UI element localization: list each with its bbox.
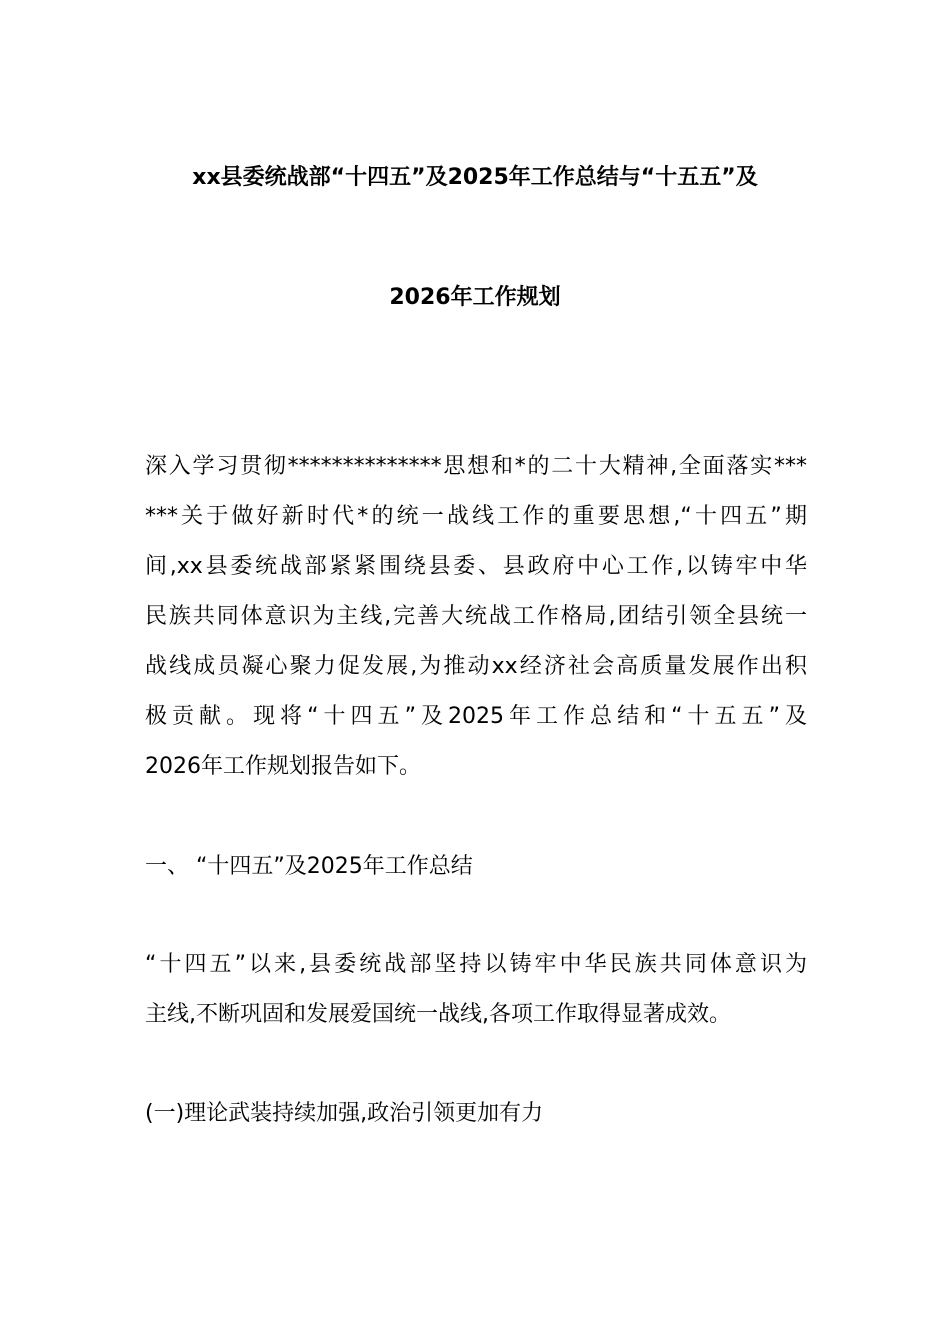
intro-line: 2026年工作规划报告如下。 [145,754,421,779]
intro-paragraph [145,442,807,792]
document-title-line-2: 2026年工作规划 [389,285,561,310]
intro-line: 间,xx县委统战部紧紧围绕县委、县政府中心工作,以铸牢中华 [145,554,807,579]
section-heading [145,842,807,892]
section-line: 主线,不断巩固和发展爱国统一战线,各项工作取得显著成效。 [145,1002,731,1027]
intro-line: 战线成员凝心聚力促发展,为推动xx经济社会高质量发展作出积 [145,654,807,679]
intro-line: 民族共同体意识为主线,完善大统战工作格局,团结引领全县统一 [145,604,807,629]
intro-line: ***关于做好新时代*的统一战线工作的重要思想,“十四五”期 [145,504,807,529]
subsection-heading-text: (一)理论武装持续加强,政治引领更加有力 [145,1101,544,1126]
section-line: “十四五”以来,县委统战部坚持以铸牢中华民族共同体意识为 [145,952,807,977]
section-heading-text: 一、 “十四五”及2025年工作总结 [145,854,473,879]
intro-line: 极贡献。现将“十四五”及2025年工作总结和“十五五”及 [145,704,807,729]
section-paragraph [145,940,807,1040]
subsection-heading [145,1089,807,1139]
document-title-line-1: xx县委统战部“十四五”及2025年工作总结与“十五五”及 [192,165,758,190]
intro-line: 深入学习贯彻**************思想和*的二十大精神,全面落实*** [145,454,807,479]
